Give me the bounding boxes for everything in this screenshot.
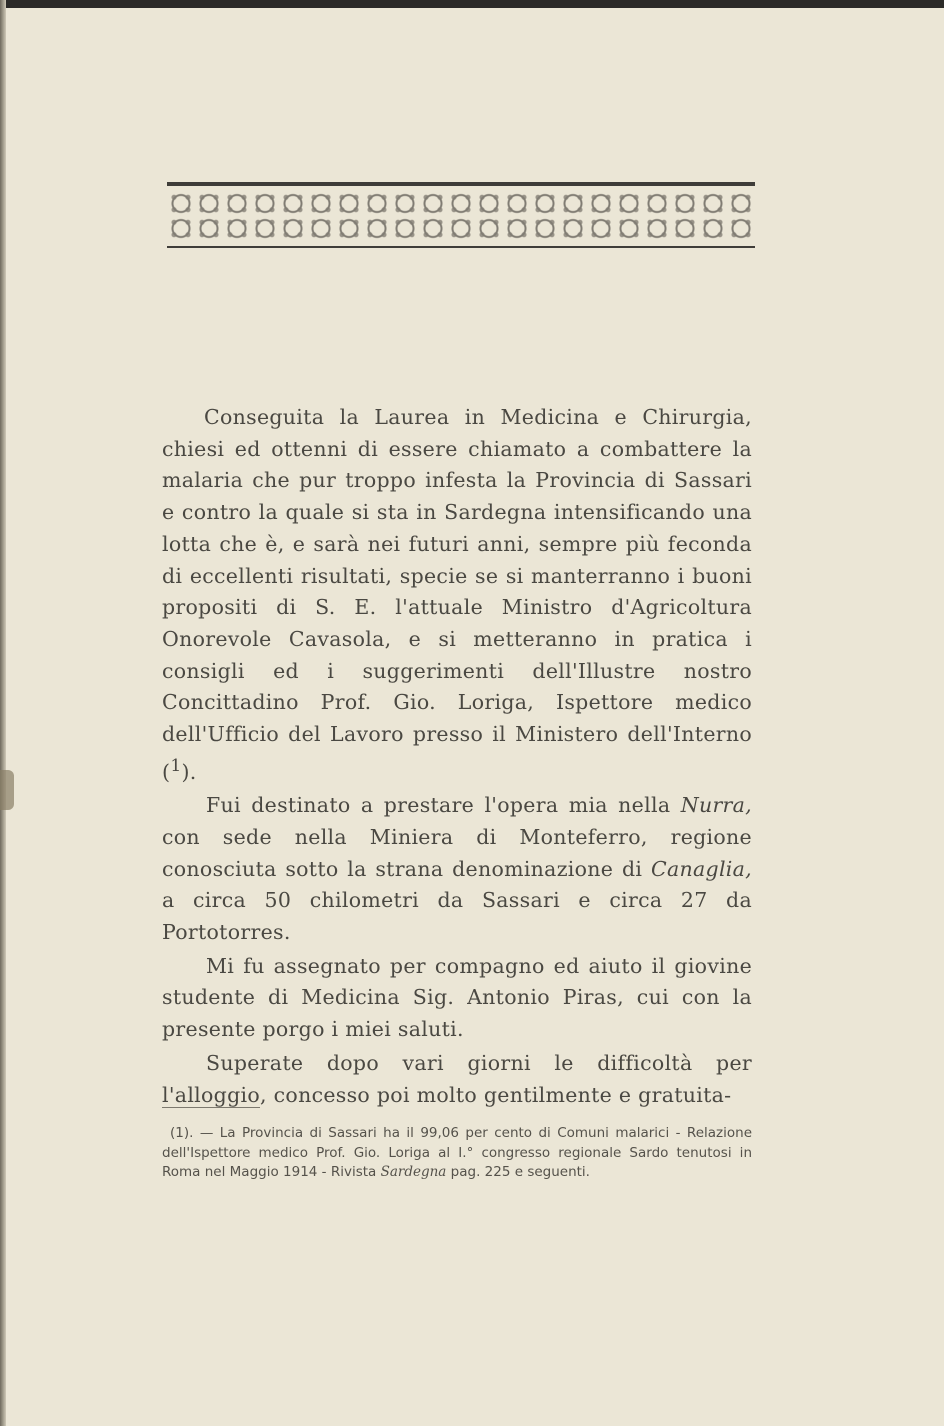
paragraph-2-text-b: con sede nella Miniera di Monteferro, regione conosciuta sotto la strana denominazione di [162, 824, 752, 881]
paragraph-1 [162, 402, 752, 788]
footnote-text-end: pag. 225 e seguenti. [446, 1164, 590, 1181]
footnote-separator [162, 1107, 260, 1108]
ornament-bottom-rule [167, 246, 755, 248]
footnote-text: (1). — La Provincia di Sassari ha il 99,06 per cento di Comuni malarici - Relazione dell'Ispettore medico Prof. Gio. Loriga al I.° congresso regionale Sardo tenutosi in Roma nel Maggio 1914 - Rivista [162, 1125, 752, 1181]
footnote-journal-title: Sardegna [380, 1164, 447, 1181]
paragraph-1-end: ). [181, 759, 197, 784]
page-top-edge [0, 0, 944, 8]
ornament-pattern-band [167, 191, 755, 241]
footnote-reference: 1 [170, 755, 182, 776]
paragraph-4: Superate dopo vari giorni le difficoltà per l'alloggio, concesso poi molto gentilmente e gratuita- [162, 1050, 752, 1107]
body-text [162, 402, 752, 1111]
paragraph-2 [162, 790, 752, 949]
paragraph-1-text: Conseguita la Laurea in Medicina e Chirurgia, chiesi ed ottenni di essere chiamato a combattere la malaria che pur troppo infesta la Provincia di Sassari e contro la quale si sta in Sardegna intensificando una lotta che è, e sarà nei futuri anni, sempre più feconda di eccellenti risultati, specie se si manterranno i buoni propositi di S. E. l'attuale Ministro d'Agricoltura Onorevole Cavasola, e si metteranno in pratica i consigli ed i suggerimenti dell'Illustre nostro Concittadino Prof. Gio. Loriga, Ispettore medico dell'Ufficio del Lavoro presso il Ministero dell'Interno ( [162, 405, 752, 784]
footnote [162, 1124, 752, 1183]
binding-tab [0, 770, 14, 810]
place-name-nurra: Nurra, [680, 793, 752, 818]
paragraph-2-text-a: Fui destinato a prestare l'opera mia nella [206, 793, 681, 818]
ornament-top-rule [167, 182, 755, 186]
decorative-header-ornament [167, 176, 755, 252]
paragraph-3: Mi fu assegnato per compagno ed aiuto il giovine studente di Medicina Sig. Antonio Piras, cui con la presente porgo i miei saluti. [162, 953, 752, 1042]
place-name-canaglia: Canaglia, [650, 856, 752, 881]
page-binding-edge [0, 0, 6, 1426]
paragraph-2-text-c: a circa 50 chilometri da Sassari e circa 27 da Portotorres. [162, 888, 752, 945]
